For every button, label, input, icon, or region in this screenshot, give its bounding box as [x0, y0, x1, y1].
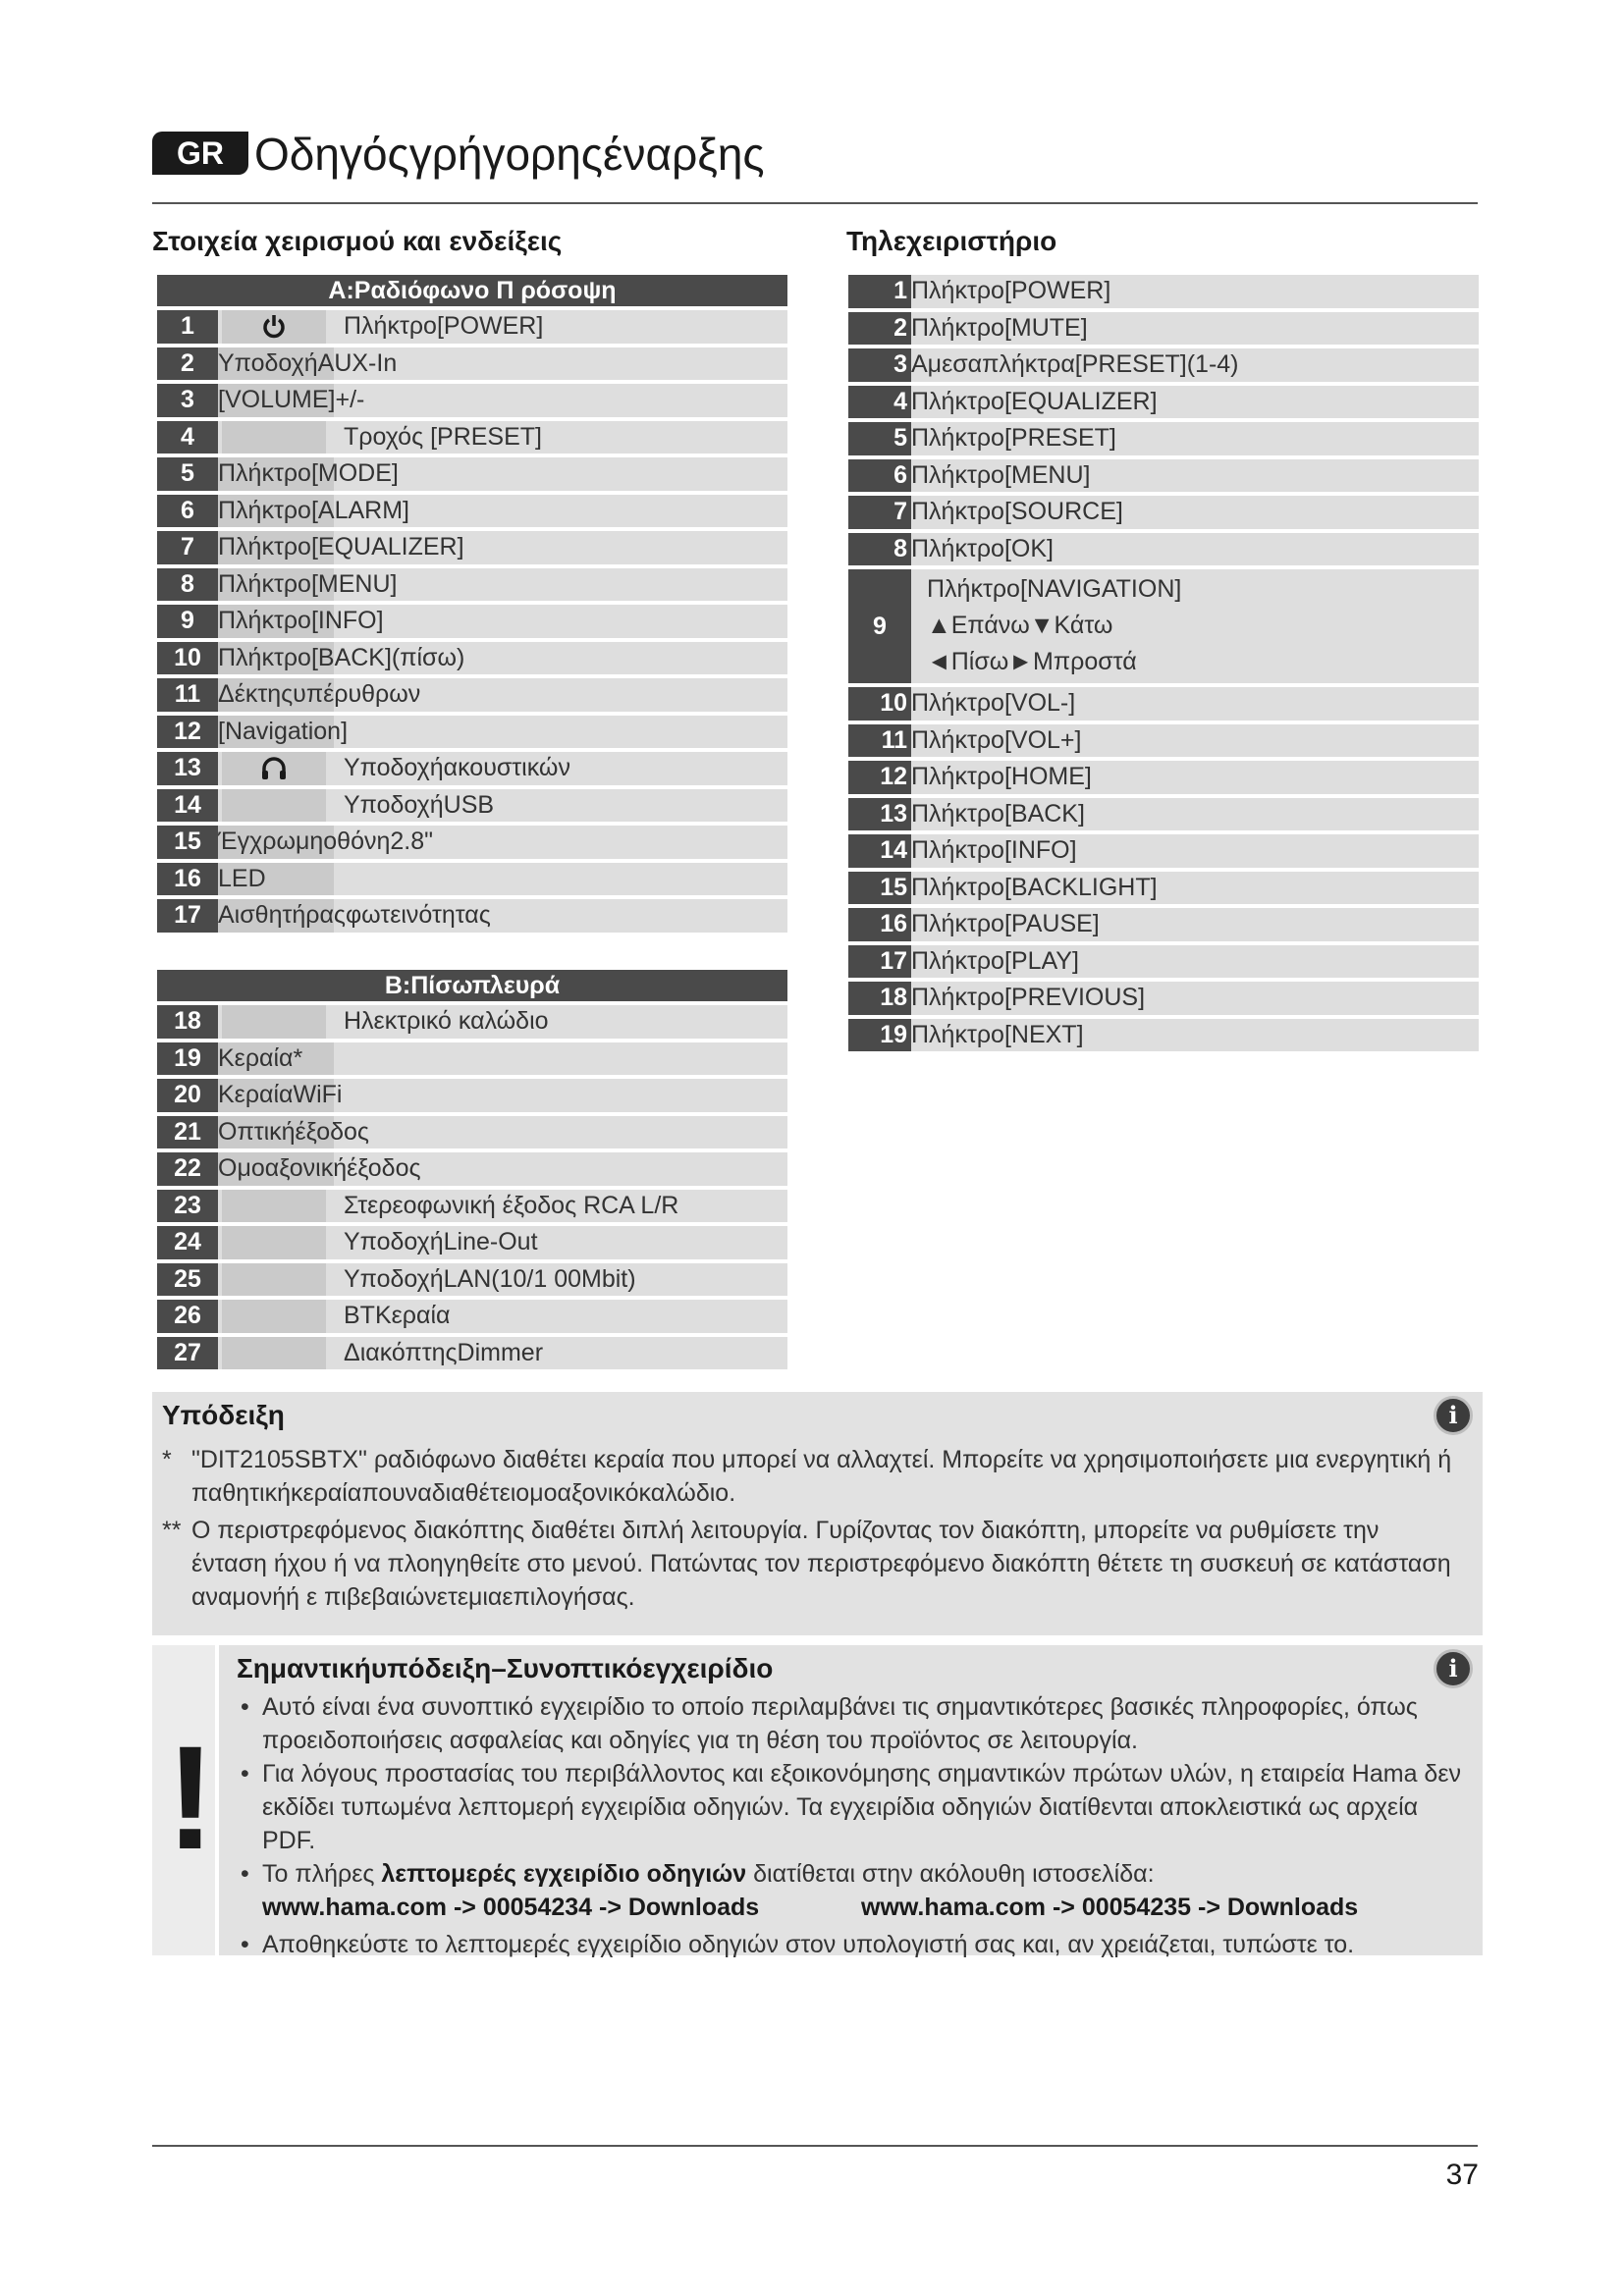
table-row: [848, 533, 1479, 566]
note-item: [162, 1443, 1458, 1510]
row-label: [927, 571, 1181, 680]
table-row: [157, 752, 787, 785]
row-label: Πλήκτρο[VOL-]: [911, 689, 1076, 717]
bullet-item: • Αποθηκεύστε το λεπτομερές εγχειρίδιο οδηγιών στον υπολογιστή σας και, αν χρειάζεται, τυπώστε το.: [237, 1928, 1464, 1961]
row-number: 4: [848, 386, 911, 419]
table-row: [848, 724, 1479, 758]
table-row: [157, 716, 787, 749]
row-number: 10: [157, 642, 218, 675]
row-label: ΥποδοχήLine-Out: [344, 1228, 538, 1255]
table-row: [157, 863, 787, 896]
row-label: Υποδοχήακουστικών: [344, 754, 570, 781]
row-number: 19: [157, 1042, 218, 1076]
table-row: [848, 386, 1479, 419]
row-label: ΔιακόπτηςDimmer: [344, 1338, 544, 1366]
download-link-1[interactable]: www.hama.com -> 00054234 -> Downloads: [262, 1894, 760, 1921]
page-title: Οδηγόςγρήγορηςέναρξης: [254, 129, 765, 180]
row-label: Πλήκτρο[PRESET]: [911, 424, 1116, 452]
row-number: 11: [848, 724, 911, 758]
row-label: Πλήκτρο[POWER]: [344, 312, 544, 340]
table-row: [157, 1190, 787, 1223]
remote-heading: Τηλεχειριστήριο: [846, 226, 1057, 256]
row-number: 26: [157, 1300, 218, 1333]
navigation-row: [848, 569, 1479, 683]
note-mark: **: [162, 1517, 182, 1544]
row-number: 7: [848, 496, 911, 529]
row-label: [VOLUME]+/-: [218, 386, 365, 413]
row-number: 7: [157, 531, 218, 564]
row-label: Τροχός [PRESET]: [344, 422, 542, 451]
row-number: 23: [157, 1190, 218, 1223]
table-row: [157, 1079, 787, 1112]
blank-icon-cell: [222, 789, 326, 823]
row-number: 1: [848, 275, 911, 308]
row-label: Πλήκτρο[EQUALIZER]: [911, 387, 1158, 415]
blank-icon-cell: [222, 1005, 326, 1039]
row-label: Πλήκτρο[MENU]: [911, 460, 1091, 489]
table-row: [157, 457, 787, 491]
headphones-icon: [222, 752, 326, 785]
table-row: [848, 459, 1479, 493]
note-item: [162, 1514, 1458, 1614]
row-label: Πλήκτρο[EQUALIZER]: [218, 533, 464, 561]
row-label: Έγχρωμηοθόνη2.8": [218, 828, 434, 855]
download-link-2[interactable]: www.hama.com -> 00054235 -> Downloads: [861, 1894, 1359, 1921]
row-label: Ηλεκτρικό καλώδιο: [344, 1007, 549, 1035]
row-number: 24: [157, 1226, 218, 1259]
row-label: Οπτικήέξοδος: [218, 1117, 369, 1146]
row-label: [Navigation]: [218, 717, 349, 745]
table-row: [848, 834, 1479, 868]
important-note-box: [152, 1645, 1483, 1958]
table-row: [157, 310, 787, 344]
row-number: 13: [157, 752, 218, 785]
table-row: [157, 531, 787, 564]
table-row: [848, 908, 1479, 941]
table-row: [157, 826, 787, 859]
table-row: [157, 678, 787, 712]
table-row: [157, 605, 787, 638]
row-number: 27: [157, 1337, 218, 1370]
table-row: [157, 1042, 787, 1076]
nav-line-2: ▲Επάνω▼Κάτω: [927, 612, 1113, 639]
row-label: Κεραία*: [218, 1043, 303, 1072]
nav-line-3: ◄Πίσω►Μπροστά: [927, 648, 1137, 675]
row-label: ΚεραίαWiFi: [218, 1081, 343, 1108]
exclamation-mark: !: [166, 1715, 215, 1880]
blank-icon-cell: [222, 1337, 326, 1370]
row-label: ΥποδοχήLAN(10/1 00Mbit): [344, 1264, 636, 1293]
row-number: 16: [157, 863, 218, 896]
row-number: 16: [848, 908, 911, 941]
row-number: 3: [157, 384, 218, 417]
back-panel-table: [157, 970, 787, 1373]
row-number: 12: [157, 716, 218, 749]
table-row: [848, 945, 1479, 979]
row-number: 17: [157, 899, 218, 933]
table-row: [848, 798, 1479, 831]
table-row: [157, 568, 787, 602]
table-row: [157, 1152, 787, 1186]
table-row: [848, 982, 1479, 1015]
page-header: [152, 126, 1478, 204]
table-row: [157, 899, 787, 933]
bullet-text: Το πλήρες: [262, 1860, 382, 1888]
table-row: [157, 1005, 787, 1039]
row-label: Αμεσαπλήκτρα[PRESET](1-4): [911, 350, 1239, 378]
row-label: Πλήκτρο[OK]: [911, 534, 1054, 562]
row-label: Αισθητήραςφωτεινότητας: [218, 901, 491, 929]
row-number: 2: [157, 347, 218, 381]
row-number: 18: [157, 1005, 218, 1039]
row-label: Πλήκτρο[PREVIOUS]: [911, 984, 1146, 1011]
row-number: 5: [157, 457, 218, 491]
controls-heading: Στοιχεία χειρισμού και ενδείξεις: [152, 226, 563, 256]
row-label: Πλήκτρο[PLAY]: [911, 946, 1079, 975]
row-label: Πλήκτρο[VOL+]: [911, 725, 1082, 754]
row-number: 12: [848, 761, 911, 794]
note-mark: *: [162, 1446, 172, 1473]
info-icon: i: [1434, 1396, 1473, 1435]
note-box: [152, 1392, 1483, 1635]
table-b-title: B:Πίσωπλευρά: [157, 970, 787, 1001]
row-label: LED: [218, 864, 266, 892]
row-number: 8: [157, 568, 218, 602]
row-number: 25: [157, 1263, 218, 1297]
important-title: Σημαντικήυπόδειξη–Συνοπτικόεγχειρίδιο: [237, 1653, 774, 1683]
row-label: ΥποδοχήAUX-In: [218, 348, 398, 377]
table-row: [848, 761, 1479, 794]
row-number: 10: [848, 687, 911, 721]
row-number: 21: [157, 1116, 218, 1149]
row-number: 17: [848, 945, 911, 979]
blank-icon-cell: [222, 1300, 326, 1333]
row-number: 11: [157, 678, 218, 712]
table-row: [157, 1337, 787, 1370]
row-number: 15: [157, 826, 218, 859]
power-icon: [222, 310, 326, 344]
table-row: [157, 421, 787, 454]
row-number: 3: [848, 348, 911, 382]
table-row: [848, 1019, 1479, 1052]
table-a-title: A:Ραδιόφωνο Π ρόσοψη: [157, 275, 787, 306]
note-text: "DIT2105SBTX" ραδιόφωνο διαθέτει κεραία που μπορεί να αλλαχτεί. Μπορείτε να χρησιμοποιήσετε μια ενεργητική ή παθητικήκεραίαπουναδιαθέτειομοαξονικόκαλώδιο.: [191, 1446, 1452, 1507]
table-row: [157, 1226, 787, 1259]
table-row: [157, 1116, 787, 1149]
row-label: Δέκτηςυπέρυθρων: [218, 680, 421, 708]
table-row: [848, 687, 1479, 721]
row-number: 13: [848, 798, 911, 831]
row-label: Πλήκτρο[MENU]: [218, 569, 398, 598]
row-number: 2: [848, 312, 911, 346]
row-number: 20: [157, 1079, 218, 1112]
table-row: [157, 495, 787, 528]
row-label: Πλήκτρο[POWER]: [911, 277, 1111, 304]
row-label: Πλήκτρο[BACK]: [911, 799, 1085, 828]
row-label: Πλήκτρο[MUTE]: [911, 313, 1088, 342]
table-row: [157, 1300, 787, 1333]
row-number: 1: [157, 310, 218, 344]
table-row: [848, 275, 1479, 308]
remote-control-table: [848, 275, 1479, 1055]
row-label: ΥποδοχήUSB: [344, 790, 495, 819]
row-label: Πλήκτρο[NEXT]: [911, 1020, 1084, 1048]
row-number: 9: [848, 569, 911, 683]
row-number: 14: [848, 834, 911, 868]
row-number: 9: [157, 605, 218, 638]
table-row: [157, 1263, 787, 1297]
important-bullets: [237, 1690, 1464, 1961]
row-label: Πλήκτρο[PAUSE]: [911, 910, 1100, 937]
row-number: 4: [157, 421, 218, 454]
manual-emphasis: λεπτομερές εγχειρίδιο οδηγιών: [381, 1860, 747, 1888]
note-text: Ο περιστρεφόμενος διακόπτης διαθέτει διπλή λειτουργία. Γυρίζοντας τον διακόπτη, μπορείτε να ρυθμίσετε την ένταση ήχου ή να πλοηγηθείτε στο μενού. Πατώντας τον περιστρεφόμενο διακόπτη θέτετε τη συσκευή σε κατάσταση αναμονήή ε πιβεβαιώνετεμιαεπιλογήσας.: [191, 1517, 1451, 1611]
row-label: BTΚεραία: [344, 1302, 451, 1329]
blank-icon-cell: [222, 1263, 326, 1297]
row-number: 19: [848, 1019, 911, 1052]
row-label: Πλήκτρο[MODE]: [218, 459, 399, 487]
row-label: Πλήκτρο[SOURCE]: [911, 498, 1123, 525]
nav-line-1: Πλήκτρο[NAVIGATION]: [927, 575, 1182, 603]
table-row: [157, 789, 787, 823]
table-row: [848, 872, 1479, 905]
table-row: [157, 642, 787, 675]
download-links: [237, 1891, 1464, 1924]
front-panel-table: [157, 275, 787, 936]
bullet-item: [237, 1857, 1464, 1891]
row-number: 5: [848, 422, 911, 455]
page-number: 37: [1445, 2159, 1479, 2191]
footer-divider: [152, 2145, 1478, 2147]
row-number: 22: [157, 1152, 218, 1186]
row-label: Πλήκτρο[HOME]: [911, 763, 1092, 790]
row-number: 15: [848, 872, 911, 905]
row-label: Ομοαξονικήέξοδος: [218, 1154, 421, 1182]
row-label: Πλήκτρο[INFO]: [911, 836, 1077, 864]
table-row: [157, 384, 787, 417]
row-label: Πλήκτρο[INFO]: [218, 607, 384, 634]
row-label: Στερεοφωνική έξοδος RCA L/R: [344, 1191, 679, 1219]
row-number: 14: [157, 789, 218, 823]
table-row: [848, 422, 1479, 455]
bullet-item: • Για λόγους προστασίας του περιβάλλοντος και εξοικονόμησης σημαντικών πρώτων υλών, η εταιρεία Hama δεν εκδίδει τυπωμένα λεπτομερή εγχειρίδια οδηγιών. Τα εγχειρίδια οδηγιών διατίθενται αποκλειστικά ως αρχεία PDF.: [237, 1757, 1464, 1857]
note-title: Υπόδειξη: [162, 1400, 285, 1430]
table-row: [157, 347, 787, 381]
row-number: 18: [848, 982, 911, 1015]
language-badge: GR: [152, 132, 248, 175]
table-row: [848, 312, 1479, 346]
info-icon: i: [1434, 1649, 1473, 1688]
table-row: [848, 496, 1479, 529]
blank-icon-cell: [222, 421, 326, 454]
blank-icon-cell: [222, 1190, 326, 1223]
row-number: 8: [848, 533, 911, 566]
row-label: Πλήκτρο[BACKLIGHT]: [911, 873, 1158, 901]
row-label: Πλήκτρο[BACK](πίσω): [218, 643, 465, 671]
row-number: 6: [848, 459, 911, 493]
row-label: Πλήκτρο[ALARM]: [218, 496, 409, 524]
bullet-text: διατίθεται στην ακόλουθη ιστοσελίδα:: [746, 1860, 1155, 1888]
table-row: [848, 348, 1479, 382]
warning-bar: [152, 1645, 219, 1955]
blank-icon-cell: [222, 1226, 326, 1259]
row-number: 6: [157, 495, 218, 528]
bullet-item: • Αυτό είναι ένα συνοπτικό εγχειρίδιο το οποίο περιλαμβάνει τις σημαντικότερες βασικές πληροφορίες, όπως προειδοποιήσεις ασφαλείας και οδηγίες για τη θέση του προϊόντος σε λειτουργία.: [237, 1690, 1464, 1757]
